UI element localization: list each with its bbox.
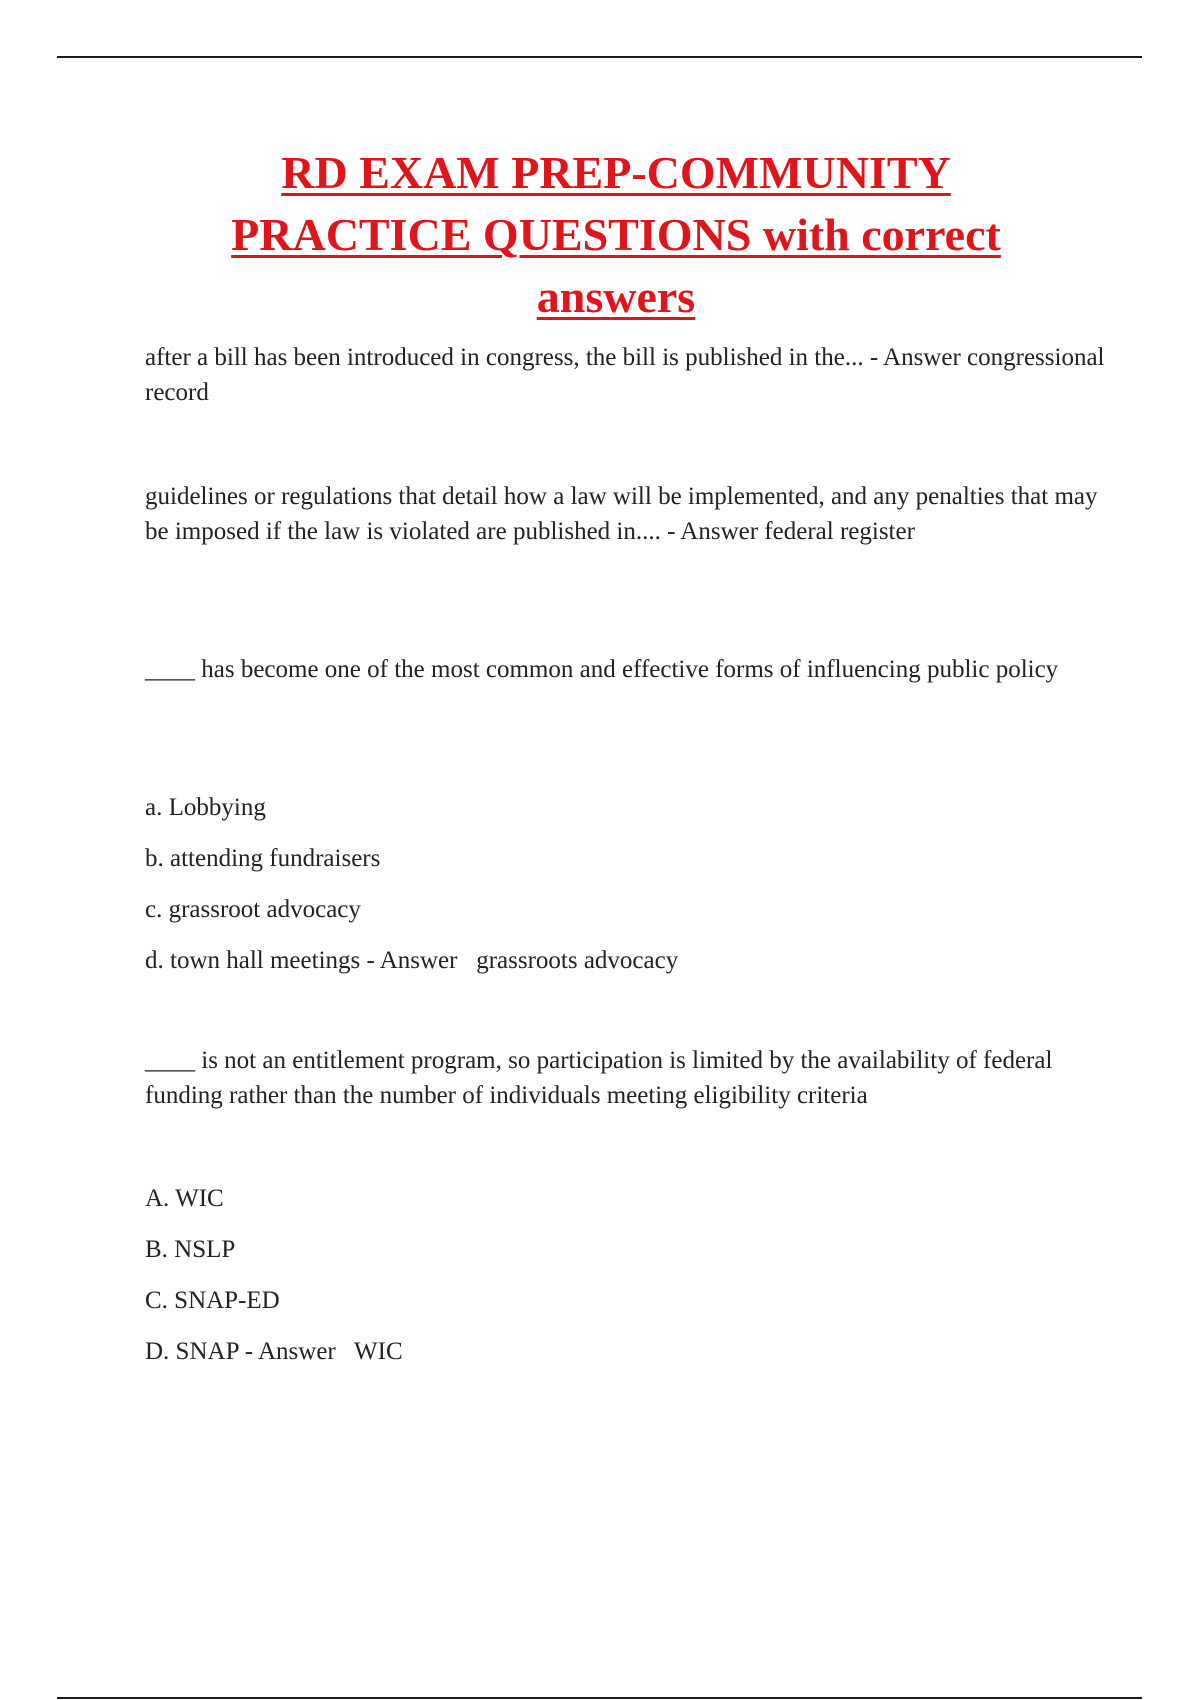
option-b: B. NSLP [145, 1236, 236, 1263]
option-a: A. WIC [145, 1185, 224, 1212]
option-b: b. attending fundraisers [145, 845, 381, 872]
title-line: answers [536, 271, 696, 322]
option-c: c. grassroot advocacy [145, 896, 361, 923]
bottom-rule [57, 1697, 1142, 1699]
option-d-with-answer: D. SNAP - Answer WIC [145, 1338, 403, 1365]
option-c: C. SNAP-ED [145, 1287, 280, 1314]
title-line: PRACTICE QUESTIONS with correct [231, 209, 1001, 260]
document-title [120, 142, 1112, 328]
option-a: a. Lobbying [145, 794, 266, 821]
question-4-options [145, 1181, 1105, 1385]
question-3: ____ has become one of the most common and effective forms of influencing public policy [145, 656, 1059, 683]
question-2: guidelines or regulations that detail how a law will be implemented, and any penalties that may be imposed if the law is violated are published in.... - Answer federal register [145, 483, 1098, 545]
question-1: after a bill has been introduced in congress, the bill is published in the... - Answer congressional record [145, 344, 1105, 406]
question-4: ____ is not an entitlement program, so participation is limited by the availability of federal funding rather than the number of individuals meeting eligibility criteria [145, 1047, 1053, 1109]
top-rule [57, 56, 1142, 58]
title-line: RD EXAM PREP-COMMUNITY [281, 147, 951, 198]
question-3-options [145, 790, 1105, 994]
option-d-with-answer: d. town hall meetings - Answer grassroots advocacy [145, 947, 679, 974]
